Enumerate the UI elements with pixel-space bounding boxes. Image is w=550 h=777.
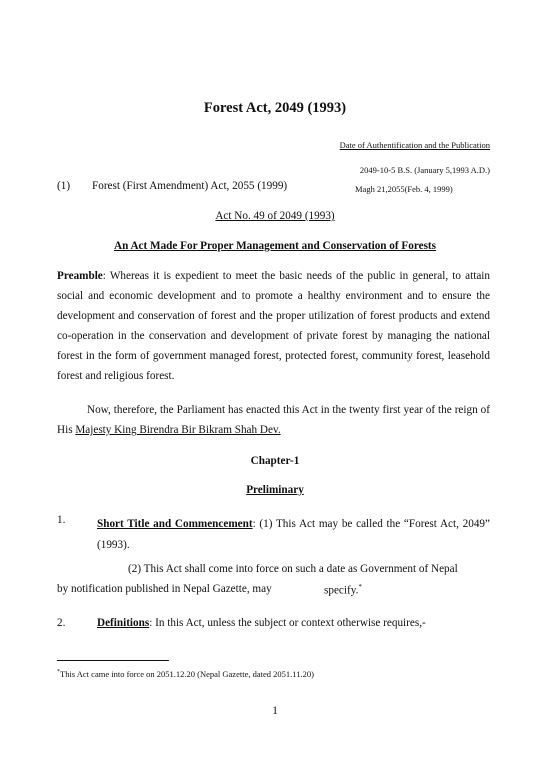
section-1-sub-2-line-2: by notification published in Nepal Gazette, may xyxy=(57,583,272,595)
preamble-paragraph xyxy=(57,266,490,386)
section-2-paragraph xyxy=(97,617,426,629)
page-number: 1 xyxy=(272,705,278,717)
enactment-text: Now, therefore, the Parliament has enacted this Act in the twenty first year of the reign of His xyxy=(57,404,490,436)
chapter-title: Preliminary xyxy=(246,484,304,496)
section-1-text: : (1) This Act may be called the “Forest Act, 2049” (1993). xyxy=(97,518,490,551)
footnote-divider xyxy=(57,660,169,661)
section-1-sub-2-end xyxy=(324,583,362,597)
section-2-number: 2. xyxy=(57,617,66,629)
section-2-heading: Definitions xyxy=(97,617,150,629)
preamble-text: : Whereas it is expedient to meet the basic needs of the public in general, to attain social and economic development and to promote a healthy environment and to ensure the development and conservation of forest and the proper utilization of forest products and extend co-operation in the conservation and development of private forest by managing the national forest in the form of government managed forest, protected forest, community forest, leasehold forest and religious forest. xyxy=(57,270,490,382)
act-subtitle: An Act Made For Proper Management and Conservation of Forests xyxy=(113,240,437,252)
amendment-name: Forest (First Amendment) Act, 2055 (1999) xyxy=(92,180,288,192)
enactment-paragraph xyxy=(57,400,490,440)
act-number: Act No. 49 of 2049 (1993) xyxy=(215,210,335,222)
footnote-text: This Act came into force on 2051.12.20 (Nepal Gazette, dated 2051.11.20) xyxy=(60,669,314,679)
section-1-number: 1. xyxy=(57,514,66,526)
amendment-date: Magh 21,2055(Feb. 4, 1999) xyxy=(355,184,453,194)
king-name: Majesty King Birendra Bir Bikram Shah Dev. xyxy=(75,424,281,436)
authentication-heading: Date of Authentification and the Publication xyxy=(339,140,490,150)
footnote xyxy=(57,669,314,679)
document-title: Forest Act, 2049 (1993) xyxy=(203,100,347,116)
specify-text: specify. xyxy=(324,584,359,597)
section-2-text: : In this Act, unless the subject or context otherwise requires,- xyxy=(149,617,426,629)
footnote-marker: * xyxy=(358,583,362,591)
chapter-heading: Chapter-1 xyxy=(250,455,300,467)
preamble-label: Preamble xyxy=(57,270,103,282)
footnote-mark: * xyxy=(57,669,60,676)
amendment-number: (1) xyxy=(57,180,71,192)
section-1-paragraph xyxy=(97,514,490,556)
section-1-heading: Short Title and Commencement xyxy=(97,518,253,530)
authentication-date: 2049-10-5 B.S. (January 5,1993 A.D.) xyxy=(359,165,490,175)
section-1-sub-2: (2) This Act shall come into force on such a date as Government of Nepal xyxy=(128,563,458,575)
